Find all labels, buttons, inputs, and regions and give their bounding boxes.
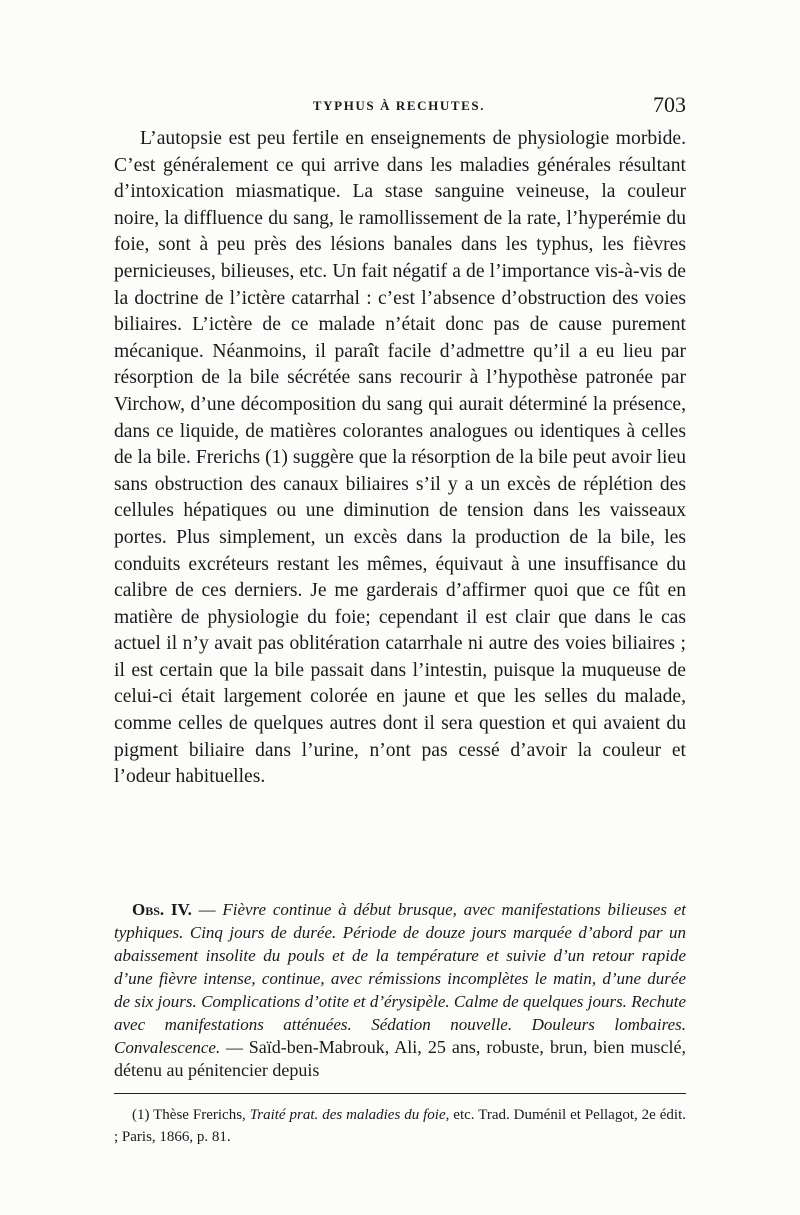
running-title: TYPHUS À RECHUTES. — [312, 98, 486, 113]
running-header — [112, 92, 686, 122]
observation-paragraph — [114, 898, 686, 1082]
footnote-paragraph — [114, 1104, 686, 1148]
footnote-rest: etc. Trad. Duménil et Pellagot, 2e édit. ; Paris, 1866, p. 81. — [114, 1107, 687, 1145]
body-text — [114, 126, 686, 791]
footnote-marker: (1) Thèse Frerichs, — [132, 1107, 250, 1123]
observation-text: Saïd-ben-Mabrouk, Ali, 25 ans, robuste, brun, bien musclé, détenu au pénitencier depuis — [114, 1037, 687, 1080]
observation-summary: Fièvre continue à début brusque, avec manifestations bilieuses et typhiques. Cinq jours de durée. Période de douze jours marquée d’abord par un abaissement insolite du pouls et de la température et suivie d’un retour rapide d’une fièvre intense, continue, avec rémissions incomplètes le matin, d’une durée de six jours. Complications d’otite et d’érysipèle. Calme de quelques jours. Rechute avec manifestations atténuées. Sédation nouvelle. Douleurs lombaires. Convalescence. — [114, 900, 686, 1057]
footnote-title: Traité prat. des maladies du foie, — [249, 1107, 450, 1123]
observation-dash: — — [191, 900, 223, 919]
observation-block — [114, 898, 686, 1082]
footnote-divider — [114, 1093, 686, 1094]
footnote — [114, 1104, 686, 1148]
body-paragraph: L’autopsie est peu fertile en enseignements de physiologie morbide. C’est généralement ce qui arrive dans les maladies générales résultant d’intoxication miasmatique. La stase sanguine veineuse, la couleur noire, la diffluence du sang, le ramollissement de la rate, l’hyperémie du foie, sont à peu près des lésions banales dans les typhus, les fièvres pernicieuses, bilieuses, etc. Un fait négatif a de l’importance vis-à-vis de la doctrine de l’ictère catarrhal : c’est l’absence d’obstruction des voies biliaires. L’ictère de ce malade n’était donc pas de cause purement mécanique. Néanmoins, il paraît facile d’admettre qu’il a eu lieu par résorption de la bile sécrétée sans recourir à l’hypothèse patronée par Virchow, d’une décomposition du sang qui aurait déterminé la présence, dans ce liquide, de matières colorantes analogues ou identiques à celles de la bile. Frerichs (1) suggère que la résorption de la bile peut avoir lieu sans obstruction des canaux biliaires s’il y a un excès de réplétion des cellules hépatiques ou une diminution de tension dans les vaisseaux portes. Plus simplement, un excès dans la production de la bile, les conduits excréteurs restant les mêmes, équivaut à une insuffisance du calibre de ces derniers. Je me garderais d’affirmer quoi que ce fût en matière de physiologie du foie; cependant il est clair que dans le cas actuel il n’y avait pas oblitération catarrhale ni autre des voies biliaires ; il est certain que la bile passait dans l’intestin, puisque la muqueuse de celui-ci était largement colorée en jaune et que les selles du malade, comme celles de quelques autres dont il sera question et qui avaient du pigment biliaire dans l’urine, n’ont pas cessé d’avoir la couleur et l’odeur habituelles. — [114, 128, 686, 788]
page-number: 703 — [653, 92, 686, 117]
observation-label: Obs. IV. — [132, 900, 192, 919]
observation-dash-2: — — [220, 1038, 249, 1057]
